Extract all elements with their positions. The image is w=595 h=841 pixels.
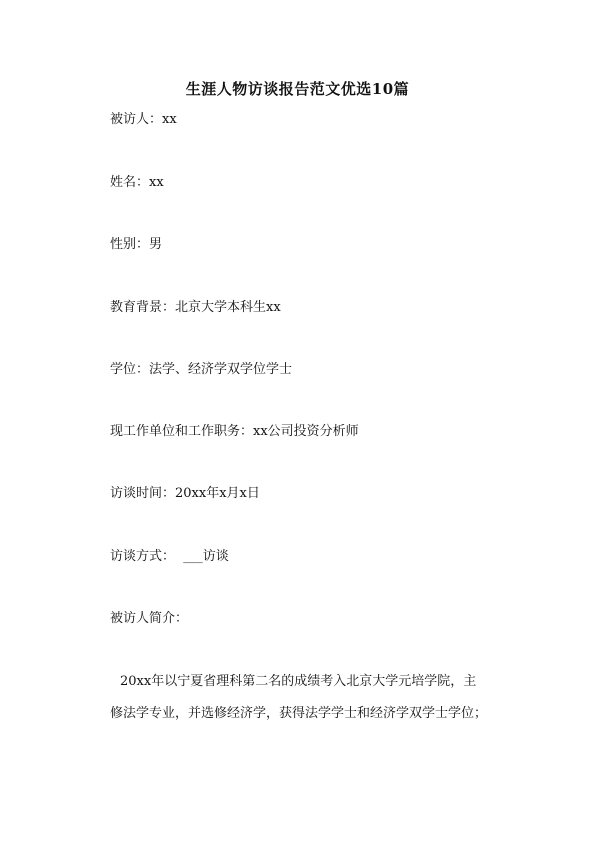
field-name: 姓名：xx (110, 175, 164, 190)
field-degree: 学位：法学、经济学双学位学士 (110, 362, 293, 377)
field-interview-method: 访谈方式： ___访谈 (110, 549, 229, 564)
intro-paragraph-line-1: 20xx年以宁夏省理科第二名的成绩考入北京大学元培学院，主 (120, 674, 477, 689)
field-interview-time: 访谈时间：20xx年x月x日 (110, 486, 260, 501)
field-gender: 性别：男 (110, 237, 163, 252)
field-education: 教育背景：北京大学本科生xx (110, 300, 281, 315)
intro-paragraph-line-2: 修法学专业，并选修经济学，获得法学学士和经济学双学士学位； (110, 706, 488, 721)
field-interviewee: 被访人：xx (110, 112, 177, 127)
field-workplace-position: 现工作单位和工作职务：xx公司投资分析师 (110, 424, 359, 439)
document-title: 生涯人物访谈报告范文优选10篇 (185, 80, 410, 98)
field-interviewee-intro-label: 被访人简介： (110, 611, 189, 626)
intro-paragraph (110, 666, 500, 730)
